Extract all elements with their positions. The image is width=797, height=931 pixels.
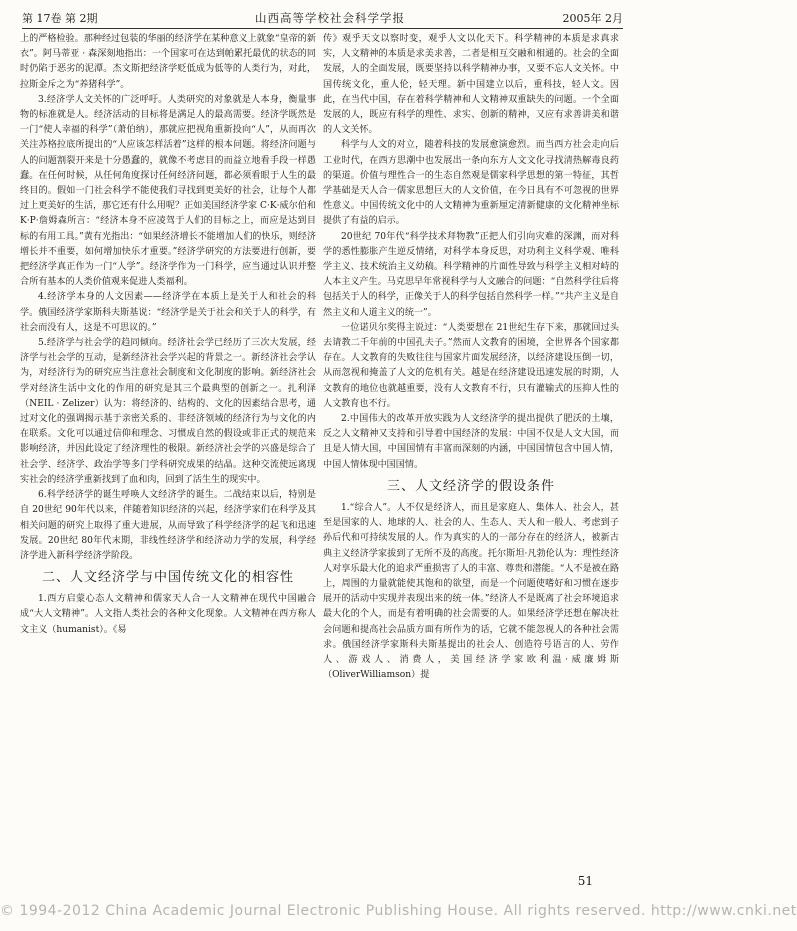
paragraph: 3.经济学人文关怀的广泛呼吁。人类研究的对象就是人本身，衡量事物的标准就是人。经济活动的目标将是满足人的最高需要。经济学既然是一门“使人幸福的科学”（萧伯纳），那就应把视角重新投向“人”，从而再次关注苏格拉底所提出的“人应该怎样活着”这样的根本问题。将经济问题与人的问题割裂开来是十分愚蠢的，就像不考虑目的而益立地看手段一样愚蠢。在任何时候，从任何角度探讨任何经济问题，都必须看眼于人生的最终目的。假如一门社会科学不能使我们寻找到更美好的社会，让每个人都过上更美好的生活，那它还有什么用呢？正如美国经济学家 C·K·威尔伯和 K·P·詹姆森所言：“经济本身不应凌驾于人们的目标之上，而应是达到目标的有用工具。”黄有光指出：“如果经济增长不能增加人们的快乐，则经济增长并不重要，如何增加快乐才重要。”经济学研究的方法要进行创新，要把经济学真正作为一门“人学”。经济学作为一门科学，应当通过认识并整合所有基本的人类价值观来促进人类福利。 [20, 94, 316, 288]
header-journal-title: 山西高等学校社会科学学报 [255, 11, 405, 25]
paragraph: 4.经济学本身的人文因素——经济学在本质上是关于人和社会的科学。俄国经济学家斯科夫斯基说：“经济学是关于社会和关于人的科学，有社会而没有人，这是不可思议的。” [20, 292, 316, 333]
left-column [20, 32, 316, 902]
paragraph: 上的严格检验。那种经过包装的华丽的经济学在某种意义上就象“皇帝的新衣”。阿马蒂亚 · 森深刻地指出：一个国家可在达到帕累托最优的状态的同时仍陷于恶劣的泥潭。杰文斯把经济学贬低成为低等的人类行为，对此，拉斯金斥之为“养猪科学”。 [20, 34, 316, 90]
paragraph: 传》观乎天文以察时变，观乎人文以化天下。科学精神的本质是求真求实，人文精神的本质是求美求善，二者是相互交融和相通的。社会的全面发展，人的全面发展，既要坚持以科学精神办事，又要不忘人文关怀。中国传统文化，重人伦，轻天理。新中国建立以后，重科技，轻人文。因此，在当代中国，存在着科学精神和人文精神双重缺失的问题。一个全面发展的人，既应有科学的理性、求实、创新的精神，又应有求善讲美和谐的人文关怀。 [323, 34, 619, 136]
header-volume: 第 17卷 第 2期 [22, 12, 98, 25]
page-number: 51 [577, 874, 593, 888]
paragraph: 5.经济学与社会学的趋同倾向。经济社会学已经历了三次大发展，经济学与社会学的互动，是新经济社会学兴起的背景之一。新经济社会学认为，对经济行为的研究应当注意社会制度和文化制度的影响。新经济社会学对经济生活中文化的作用的研究是其三个最典型的创新之一。扎利泽（NEIL · Zelizer）认为：将经济的、结构的、文化的因素结合思考，通过对文化的强调揭示基于亲密关系的、非经济领域的经济行为与文化的内在联系。文化可以通过信仰和理念、习惯成自然的假设或非正式的规范来影响经济，并因此设定了经济理性的极限。新经济社会学的兴盛是综合了社会学、经济学、政治学等多门学科研究成果的结晶。这种交流使远离现实社会的经济学重新找到了血和肉，回到了活生生的现实中。 [20, 338, 316, 485]
section-heading: 二、人文经济学与中国传统文化的相容性 [41, 570, 294, 586]
section-heading: 三、人文经济学的假设条件 [386, 478, 555, 494]
right-column [323, 32, 619, 902]
paragraph: 6.科学经济学的诞生呼唤人文经济学的诞生。二战结束以后，特别是自 20世纪 90年代以来，伴随着知识经济的兴起，经济学家们在科学及其相关问题的研究上取得了重大进展，从而导致了科学经济学的起飞和迅速发展。20世纪 80年代末期，非线性经济学和经济动力学的发展，科学经济学进入新科学经济学阶段。 [20, 490, 316, 561]
paragraph: 20世纪 70年代“科学技术拜物教”正把人们引向灾难的深渊，而对科学的悉性膨胀产生逆反情绪，对科学本身反思，对功利主义科学观、唯科学主义、技术统治主义幼稿。科学精神的片面性导致与科学主义相对峙的人本主义产生。马克思早年常视科学与人文融合的问题：“自然科学往后将包括关于人的科学，正像关于人的科学包括自然科学一样。”“共产主义是自然主义和人道主义的统一”。 [323, 231, 619, 318]
paragraph: 科学与人文的对立，随着科技的发展愈演愈烈。而当西方社会走向后工业时代，在西方思潮中也发展出一条向东方人文文化寻找清热解毒良药的渠道。价值与理性合一的生态自然观是儒家科学思想的第一特征，其哲学基础是天人合一儒家思想巨大的人文价值，在今日具有不可忽视的世界性意义。中国传统文化中的人文精神为重新厘定清新健康的文化精神坐标提供了有益的启示。 [323, 140, 619, 227]
running-header [22, 6, 623, 29]
header-date: 2005年 2月 [562, 12, 623, 25]
paragraph: 1.“综合人”。人不仅是经济人，而且是家庭人、集体人、社会人，甚至是国家的人、地球的人、社会的人、生态人、天人和一般人、考虑到子孙后代和可持续发展的人。作为真实的人的一部分存在的经济人，被新古典主义经济学家拔到了无所不及的高度。托尔斯坦·凡勃伦认为：理性经济人对享乐最大化的追求严重损害了人的丰富、尊贵和潜能。“人不是被在路上，周围的力量就能使其饱和的欲望，而是一个问题使嗜好和习惯在逐步展开的活动中实现并表现出来的统一体。”经济人不是既离了社会环境追求最大化的个人，而是有着明确的社会需要的人。如果经济学还想在解决社会问题和提高社会品质方面有所作为的话，它就不能忽视人的各种社会需求。俄国经济学家斯科夫斯基提出的社会人、创造符号语言的人、劳作人、游戏人、消费人，美国经济学家欧利温·威廉姆斯（OliverWilliamson）提 [323, 502, 619, 681]
paragraph: 2.中国伟大的改革开放实践为人文经济学的提出提供了肥沃的土壤，反之人文精神又支持和引导着中国经济的发展：中国不仅是人文大国，而且是人情大国，中国国情有丰富而深刻的内涵，中国国情包含中国人情，中国人情体现中国国情。 [323, 414, 619, 470]
paragraph: 1.西方启蒙心态人文精神和儒家天人合一人文精神在现代中国融合成“大人文精神”。人文指人类社会的各种文化现象。人文精神在西方称人文主义（humanist）。《易 [20, 594, 316, 635]
paragraph: 一位诺贝尔奖得主说过：“人类要想在 21世纪生存下来，那就回过头去请教二千年前的中国孔夫子。”然而人文教育的困境，全世界各个国家都存在。人文教育的失败往往与国家片面发展经济，以经济建设压倒一切，从而忽视和掩盖了人文的危机有关。越是在经济建设迅速发展的时期，人文教育的地位也就越重要，没有人文教育不行，只有灌输式的压抑人性的人文教育也不行。 [323, 322, 619, 409]
copyright-footer: © 1994-2012 China Academic Journal Electronic Publishing House. All rights reserved. http://www.cnki.net [0, 903, 797, 919]
